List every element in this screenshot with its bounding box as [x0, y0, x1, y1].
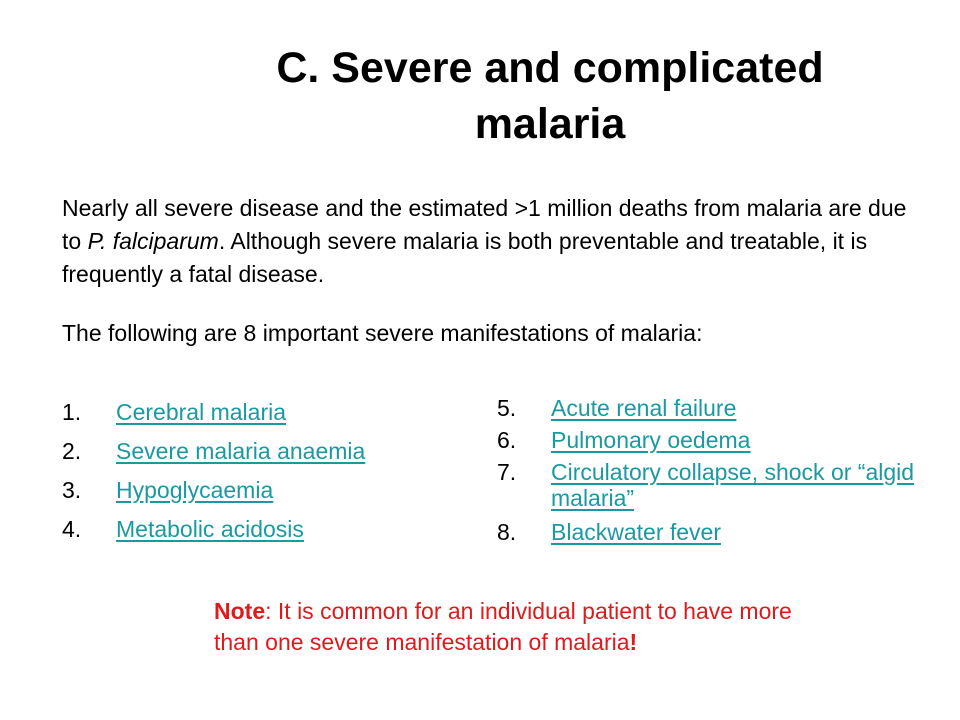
manifestations-intro: The following are 8 important severe manifestations of malaria:: [62, 320, 703, 346]
link-hypoglycaemia[interactable]: Hypoglycaemia: [116, 477, 274, 503]
intro-species-name: P. falciparum: [87, 228, 219, 254]
list-item-number: 2.: [62, 438, 82, 464]
slide-title: [180, 40, 920, 152]
list-item: [62, 477, 462, 503]
list-item: [497, 459, 917, 511]
slide-title-line1: C. Severe and complicated: [276, 44, 824, 92]
note-text: : It is common for an individual patient to have more than one severe manifestation of malaria: [214, 598, 792, 655]
list-item-number: 4.: [62, 516, 82, 542]
list-item: [62, 438, 462, 464]
list-item: [62, 399, 462, 425]
list-item-number: 7.: [497, 459, 517, 485]
link-circulatory-collapse[interactable]: Circulatory collapse, shock or “algid malaria”: [551, 459, 915, 511]
note-paragraph: [214, 596, 834, 658]
list-item: [497, 395, 917, 421]
intro-paragraph: [62, 192, 922, 291]
list-item-number: 1.: [62, 399, 82, 425]
manifestations-list-right: [497, 395, 917, 551]
link-metabolic-acidosis[interactable]: Metabolic acidosis: [116, 516, 304, 542]
note-label: Note: [214, 598, 266, 624]
list-item-number: 6.: [497, 427, 517, 453]
list-item: [497, 427, 917, 453]
link-cerebral-malaria[interactable]: Cerebral malaria: [116, 399, 287, 425]
list-item-number: 5.: [497, 395, 517, 421]
slide-title-line2: malaria: [474, 100, 626, 148]
link-pulmonary-oedema[interactable]: Pulmonary oedema: [551, 427, 751, 453]
link-blackwater-fever[interactable]: Blackwater fever: [551, 519, 722, 545]
list-item-number: 8.: [497, 519, 517, 545]
list-item-number: 3.: [62, 477, 82, 503]
intro-text-part2: . Although severe malaria is both preventable and treatable, it is frequently a fatal disease.: [62, 228, 868, 287]
list-item: [62, 516, 462, 542]
list-item: [497, 519, 917, 545]
link-severe-malaria-anaemia[interactable]: Severe malaria anaemia: [116, 438, 366, 464]
intro-text-part1: Nearly all severe disease and the estimated >1 million deaths from malaria are due to: [62, 195, 907, 254]
note-exclamation: !: [629, 629, 638, 655]
link-acute-renal-failure[interactable]: Acute renal failure: [551, 395, 737, 421]
manifestations-list-left: [62, 399, 462, 555]
